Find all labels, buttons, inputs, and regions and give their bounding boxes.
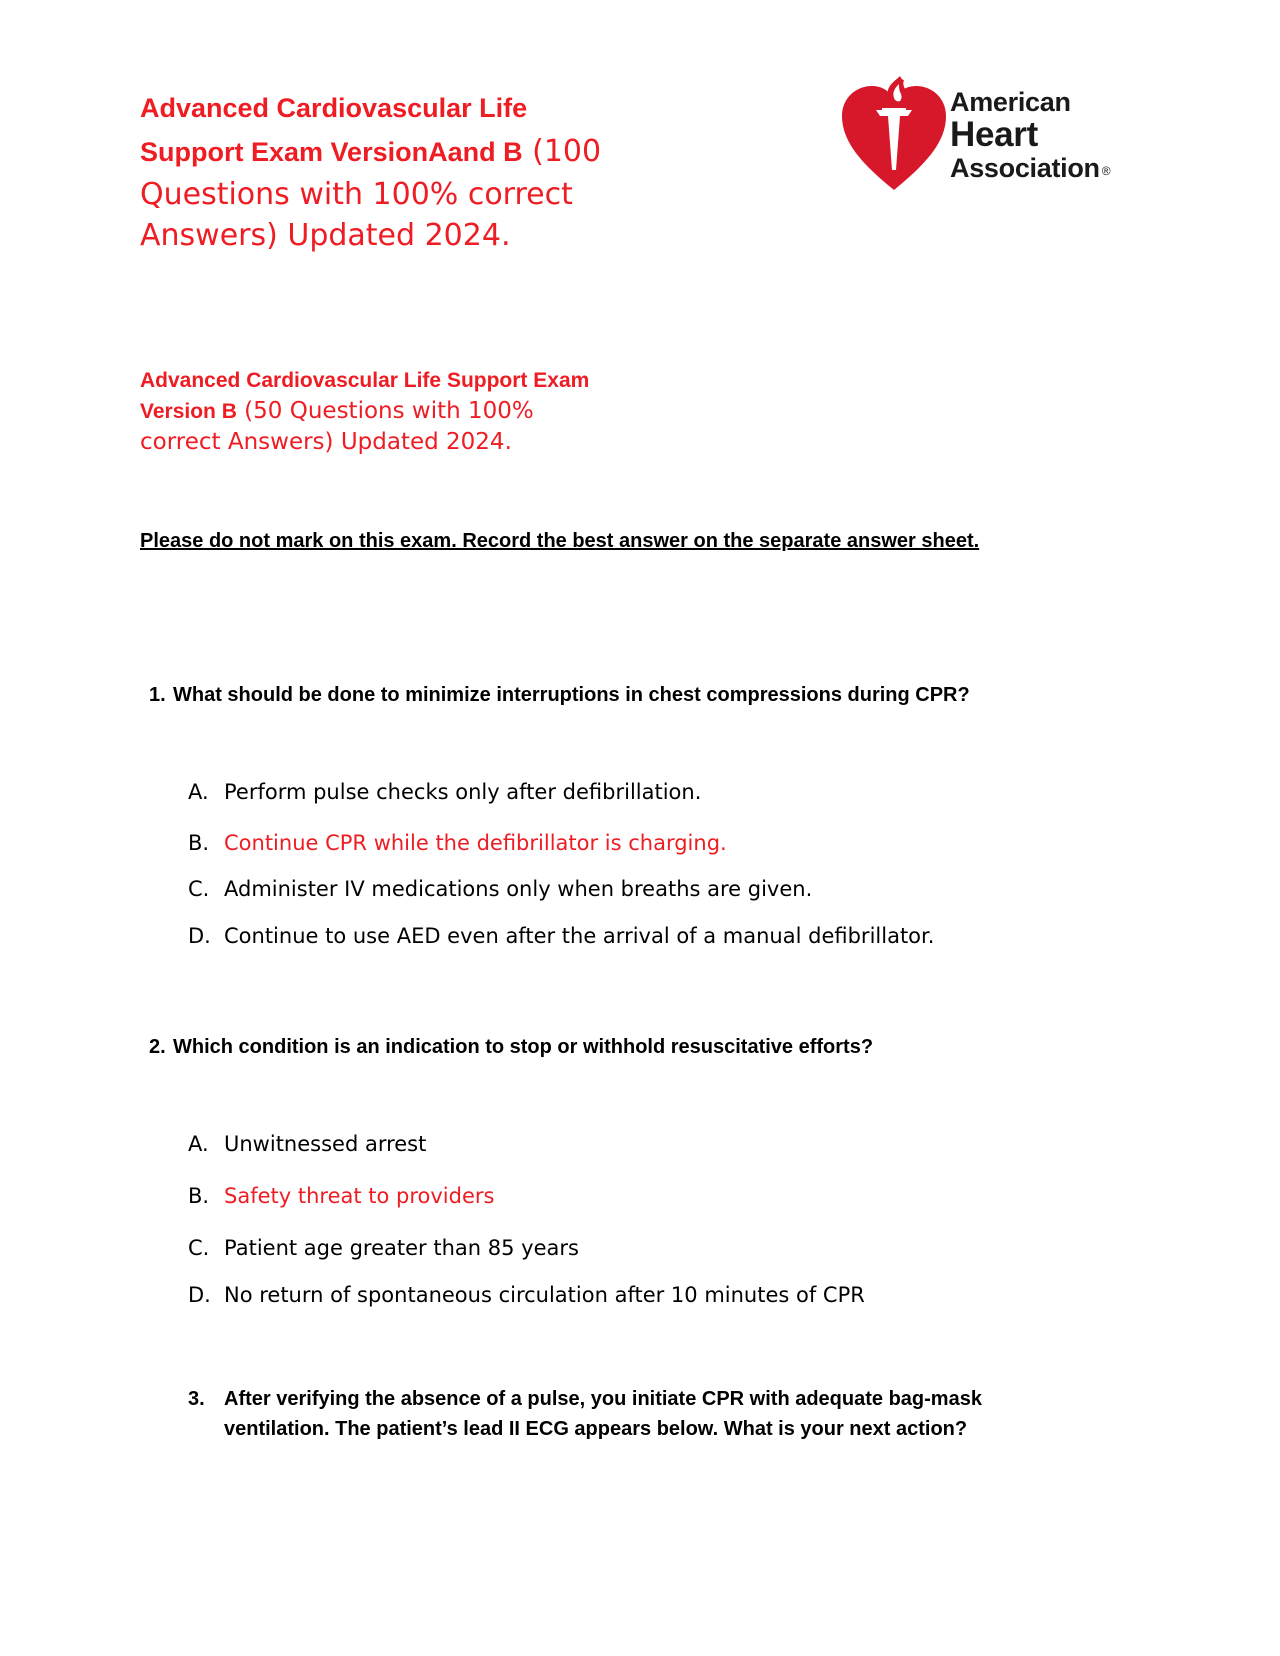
title-line-1: Advanced Cardiovascular Life (140, 93, 528, 123)
option-2c: C. Patient age greater than 85 years (188, 1236, 579, 1260)
subtitle-line-2: Version B (50 Questions with 100% (140, 398, 534, 424)
title-line-2: Support Exam VersionAand B (100 (140, 134, 602, 169)
document-title (140, 86, 660, 256)
title-line-4: Answers) Updated 2024. (140, 218, 511, 253)
exam-subtitle (140, 366, 660, 458)
question-number: 1. (149, 684, 166, 706)
organization-wordmark: American Heart Association ® (950, 87, 1111, 183)
question-text: Which condition is an indication to stop or withhold resuscitative efforts? (173, 1036, 874, 1058)
question-number: 3. (188, 1388, 205, 1410)
option-1d: D. Continue to use AED even after the arrival of a manual defibrillator. (188, 924, 935, 948)
option-2b-correct: B. Safety threat to providers (188, 1184, 495, 1208)
subtitle-line-3: correct Answers) Updated 2024. (140, 429, 512, 455)
subtitle-line-1: Advanced Cardiovascular Life Support Exam (140, 369, 590, 392)
option-2a: A. Unwitnessed arrest (188, 1132, 427, 1156)
question-text-line-2: ventilation. The patient’s lead II ECG appears below. What is your next action? (224, 1418, 968, 1440)
question-text: What should be done to minimize interruptions in chest compressions during CPR? (173, 684, 970, 706)
question-text-line-1: After verifying the absence of a pulse, you initiate CPR with adequate bag-mask (224, 1388, 982, 1410)
option-1c: C. Administer IV medications only when breaths are given. (188, 877, 813, 901)
question-1 (149, 680, 970, 710)
question-3 (188, 1384, 1108, 1444)
exam-instructions: Please do not mark on this exam. Record the best answer on the separate answer sheet. (140, 530, 980, 552)
question-2 (149, 1032, 873, 1062)
question-number: 2. (149, 1036, 166, 1058)
option-1a: A. Perform pulse checks only after defibrillation. (188, 780, 702, 804)
title-line-3: Questions with 100% correct (140, 177, 573, 212)
option-1b-correct: B. Continue CPR while the defibrillator is charging. (188, 831, 727, 855)
option-2d: D. No return of spontaneous circulation after 10 minutes of CPR (188, 1283, 865, 1307)
